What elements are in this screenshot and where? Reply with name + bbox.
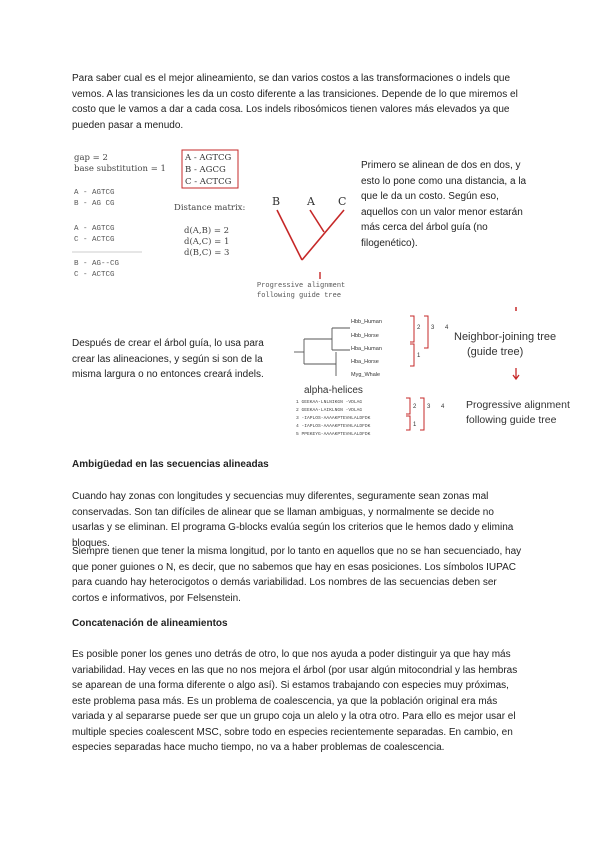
fig1-caption-line1: Progressive alignment: [257, 282, 346, 290]
seq-c: C - ACTCG: [185, 177, 232, 187]
distance-bc: d(B,C) = 3: [184, 248, 230, 258]
pa-title-line2: following guide tree: [466, 414, 557, 426]
leaf-hba-horse: Hba_Horse: [351, 359, 379, 365]
seq-b: B - AGCG: [185, 165, 226, 175]
seq-a: A - AGTCG: [185, 153, 232, 163]
figure1-note: Primero se alinean de dos en dos, y esto lo pone como una distancia, a la que le da un costo. Según eso, aquellos con un valor menor estarán más cerca del árbol guía (no filogenético).: [361, 160, 527, 249]
distance-ac: d(A,C) = 1: [184, 237, 230, 247]
leaf-hbb-human: Hbb_Human: [351, 319, 382, 325]
tree-label-b: B: [272, 195, 281, 208]
ambiguity-paragraph-1: Cuando hay zonas con longitudes y secuencias muy diferentes, seguramente sean zonas mal conservadas. Son tan difíciles de alinear que se llaman ambiguas, y normalmente se decide no usarlas y se eliminan. El programa G-blocks evalúa según los criterios que le hemos dado y elimina bloques.: [72, 491, 514, 549]
pair2-c: C - ACTCG: [74, 236, 115, 244]
concatenation-paragraph: Es posible poner los genes uno detrás de otro, lo que nos ayuda a poder distinguir ya que hay más variabilidad. Hay veces en las que no nos mejora el árbol (por usar algún mitocondrial y las hembras se aparean de una forma diferente o algo así). Si estamos trabajando con especies muy próximas, este problema pasa más. Es un problema de coalescencia, ya que la población original era más variada y al separarse puede ser que un grupo coja un alelo y la otra otro. Para ello es mejor usar el multiple species coalescent MSC, sobre todo en especies recientemente separadas. En cambio, en especies separadas hace mucho tiempo, no va a haber problemas de coalescencia.: [72, 649, 518, 753]
nj-title-line1: Neighbor-joining tree: [454, 331, 557, 343]
align-row-3: 3 -IAPLOS-AAAAKPTEVHLALDFDK: [296, 416, 371, 421]
ambiguity-paragraph-2: Siempre tienen que tener la misma longitud, por lo tanto en aquellos que no se han secuenciado, hay que poner guiones o N, es decir, que no sabemos que hay en esas posiciones. Los símbolos IUPAC para cuando hay heterocigotos o demás variabilidad. Los nombres de las secuencias deben ser cortos e informativos, por Felsenstein.: [72, 546, 522, 604]
pair3-b: B - AG--CG: [74, 260, 120, 268]
distance-ab: d(A,B) = 2: [184, 226, 230, 236]
fig1-caption-line2: following guide tree: [257, 292, 342, 300]
matrix-title: Distance matrix:: [174, 203, 246, 213]
leaf-hbb-horse: Hbb_Horse: [351, 333, 379, 339]
figure2-note: Después de crear el árbol guía, lo usa para crear las alineaciones, y según si son de la misma largura o no entonces creará indels.: [72, 338, 264, 380]
subst-cost: base substitution = 1: [74, 164, 166, 174]
leaf-hba-human: Hba_Human: [351, 346, 382, 352]
align-num-4: 4: [441, 404, 445, 410]
pa-title-line1: Progressive alignment: [466, 399, 570, 411]
align-row-2: 2 GEEKAA-LAIKLNGN -VDLAG: [296, 408, 363, 413]
intro-paragraph: Para saber cual es el mejor alineamiento, se dan varios costos a las transformaciones o indels que vemos. A las transiciones les da un costo diferente a las transiciones. Depende de lo que miremos el costo que le vamos a dar a cada cosa. Los indels ribosómicos tienen valores más elevados ya que pueden pasar a menudo.: [72, 73, 518, 131]
pair1-b: B - AG CG: [74, 200, 115, 208]
tree-label-c: C: [338, 195, 347, 208]
figure-neighbor-joining: [284, 302, 570, 442]
pair2-a: A - AGTCG: [74, 225, 115, 233]
bracket-num-2: 2: [417, 325, 421, 331]
tree-label-a: A: [307, 195, 315, 208]
pair3-c: C - ACTCG: [74, 271, 115, 279]
bracket-num-4: 4: [445, 325, 449, 331]
align-num-1: 1: [413, 422, 417, 428]
bracket-num-1: 1: [417, 353, 421, 359]
bracket-num-3: 3: [431, 325, 435, 331]
align-row-5: 5 PPEKEYG-AAAAKPTEVHLALDFDK: [296, 432, 371, 437]
figure-distance-matrix: [72, 148, 357, 303]
align-row-4: 4 -IAPLOS-AAAAKPTEVHLALDFDK: [296, 424, 371, 429]
section-title-ambiguity: Ambigüedad en las secuencias alineadas: [72, 459, 269, 470]
align-row-1: 1 GEEKAA-LNLNIKGN -VDLAG: [296, 400, 363, 405]
alpha-helices-label: alpha-helices: [304, 385, 363, 396]
gap-cost: gap = 2: [74, 153, 108, 163]
section-title-concatenation: Concatenación de alineamientos: [72, 618, 228, 629]
align-num-3: 3: [427, 404, 431, 410]
nj-title-line2: (guide tree): [467, 346, 524, 358]
align-num-2: 2: [413, 404, 417, 410]
leaf-myg-whale: Myg_Whale: [351, 372, 381, 378]
pair1-a: A - AGTCG: [74, 189, 115, 197]
